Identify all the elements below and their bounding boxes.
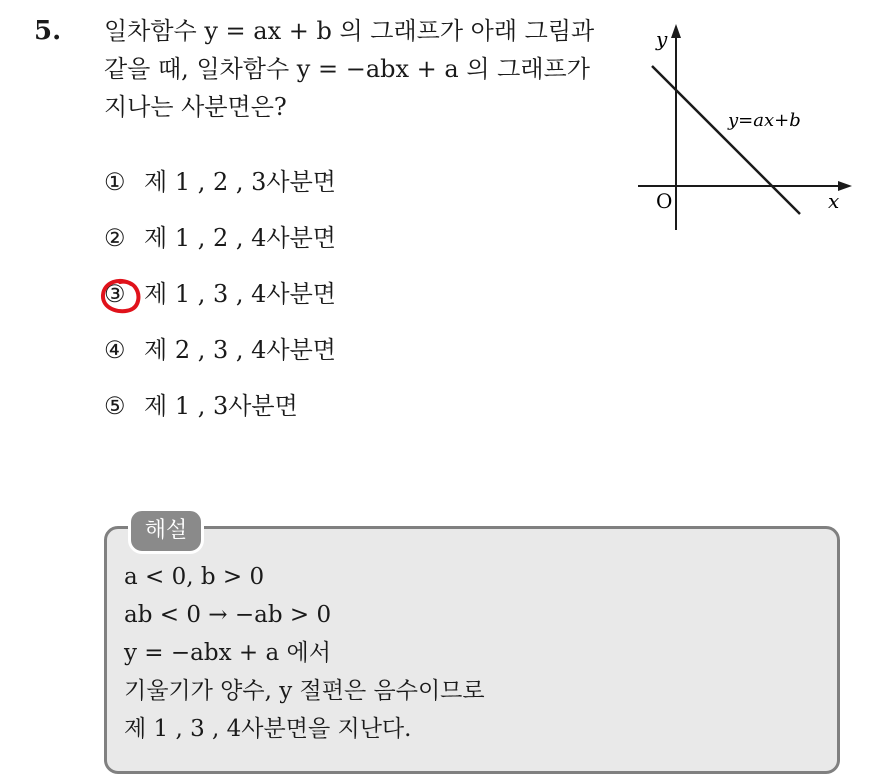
choice-number: ① [104, 168, 126, 196]
solution-line-4: 기울기가 양수, y 절편은 음수이므로 [124, 678, 485, 704]
x-axis-arrow-icon [838, 181, 852, 191]
solution-line-5: 제 1 , 3 , 4사분면을 지난다. [124, 716, 412, 742]
choice-text: 제 1 , 3 , 4사분면 [144, 280, 336, 308]
choice-list [104, 160, 336, 440]
function-graph [620, 18, 860, 248]
question-number: 5. [34, 16, 62, 46]
solution-line-2: ab < 0 → −ab > 0 [124, 602, 332, 628]
solution-body [124, 558, 485, 748]
choice-text: 제 2 , 3 , 4사분면 [144, 336, 336, 364]
choice-number: ④ [104, 336, 126, 364]
origin-label: O [656, 189, 673, 213]
choice-number: ③ [104, 280, 126, 308]
choice-1[interactable] [104, 160, 336, 216]
x-axis-label: x [828, 189, 840, 213]
choice-3[interactable] [104, 272, 336, 328]
choice-text: 제 1 , 2 , 4사분면 [144, 224, 336, 252]
question-line-3: 지나는 사분면은? [104, 93, 287, 121]
answer-circle-mark-icon [98, 276, 144, 316]
y-axis-label: y [656, 27, 668, 51]
graph-line [652, 66, 800, 214]
question-text [104, 12, 624, 126]
choice-number: ② [104, 224, 126, 252]
question-line-1: 일차함수 y = ax + b 의 그래프가 아래 그림과 [104, 17, 595, 45]
y-axis-arrow-icon [671, 24, 681, 38]
choice-number: ⑤ [104, 392, 126, 420]
solution-line-3: y = −abx + a 에서 [124, 640, 331, 666]
choice-text: 제 1 , 3사분면 [144, 392, 298, 420]
choice-4[interactable] [104, 328, 336, 384]
choice-text: 제 1 , 2 , 3사분면 [144, 168, 336, 196]
question-line-2: 같을 때, 일차함수 y = −abx + a 의 그래프가 [104, 55, 590, 83]
solution-title: 해설 [128, 508, 204, 554]
choice-2[interactable] [104, 216, 336, 272]
solution-line-1: a < 0, b > 0 [124, 564, 265, 590]
line-label: y=ax+b [728, 110, 801, 131]
choice-5[interactable] [104, 384, 336, 440]
